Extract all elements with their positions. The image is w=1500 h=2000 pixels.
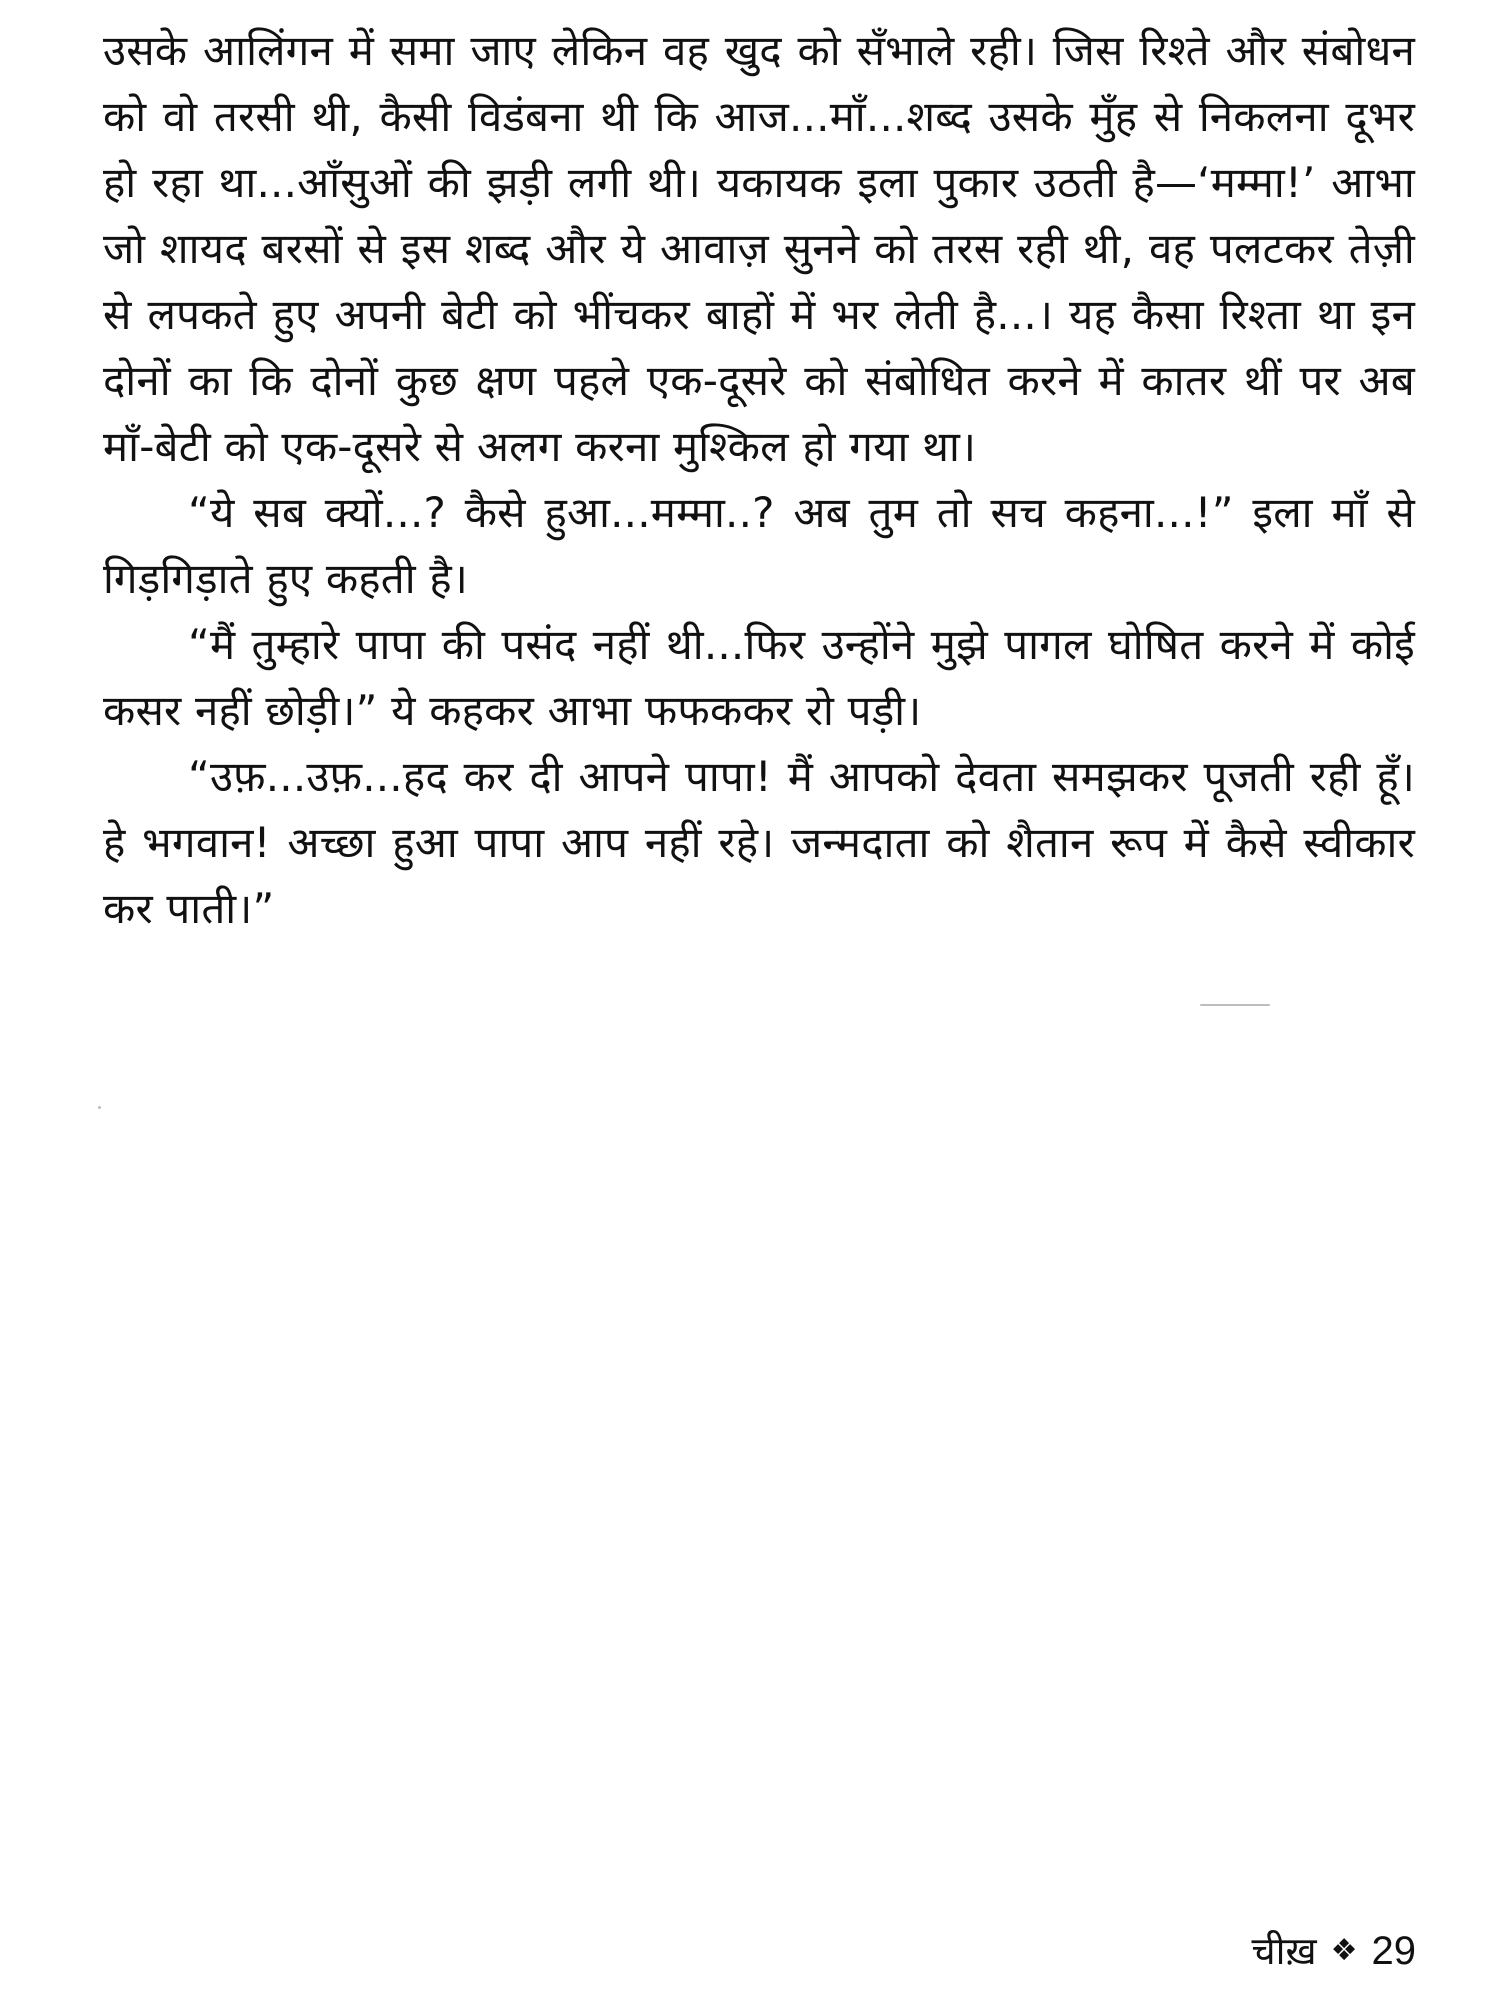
paragraph-dialogue-abha: “मैं तुम्हारे पापा की पसंद नहीं थी...फिर उन्होंने मुझे पागल घोषित करने में कोई कसर नहीं छोड़ी।” ये कहकर आभा फफककर रो पड़ी। [103, 620, 1415, 735]
diamond-ornament-icon: ❖ [1330, 1933, 1358, 1968]
scan-speck [1200, 1004, 1270, 1006]
paragraph-dialogue-ila: “ये सब क्यों...? कैसे हुआ...मम्मा..? अब तुम तो सच कहना...!” इला माँ से गिड़गिड़ाते हुए कहती है। [103, 488, 1415, 603]
page-number: 29 [1371, 1929, 1416, 1973]
book-title: चीख़ [1251, 1929, 1317, 1973]
body-text [103, 18, 1415, 942]
scan-speck [98, 1106, 101, 1109]
paragraph-continuation: उसके आलिंगन में समा जाए लेकिन वह खुद को सँभाले रही। जिस रिश्ते और संबोधन को वो तरसी थी, कैसी विडंबना थी कि आज...माँ...शब्द उसके मुँह से निकलना दूभर हो रहा था...आँसुओं की झड़ी लगी थी। यकायक इला पुकार उठती है—‘मम्मा!’ आभा जो शायद बरसों से इस शब्द और ये आवाज़ सुनने को तरस रही थी, वह पलटकर तेज़ी से लपकते हुए अपनी बेटी को भींचकर बाहों में भर लेती है...। यह कैसा रिश्ता था इन दोनों का कि दोनों कुछ क्षण पहले एक-दूसरे को संबोधित करने में कातर थीं पर अब माँ-बेटी को एक-दूसरे से अलग करना मुश्किल हो गया था। [103, 26, 1415, 471]
page-footer [1252, 1928, 1416, 1974]
paragraph-dialogue-ila-reply: “उफ़...उफ़...हद कर दी आपने पापा! मैं आपको देवता समझकर पूजती रही हूँ। हे भगवान! अच्छा हुआ पापा आप नहीं रहे। जन्मदाता को शैतान रूप में कैसे स्वीकार कर पाती।” [103, 752, 1415, 933]
